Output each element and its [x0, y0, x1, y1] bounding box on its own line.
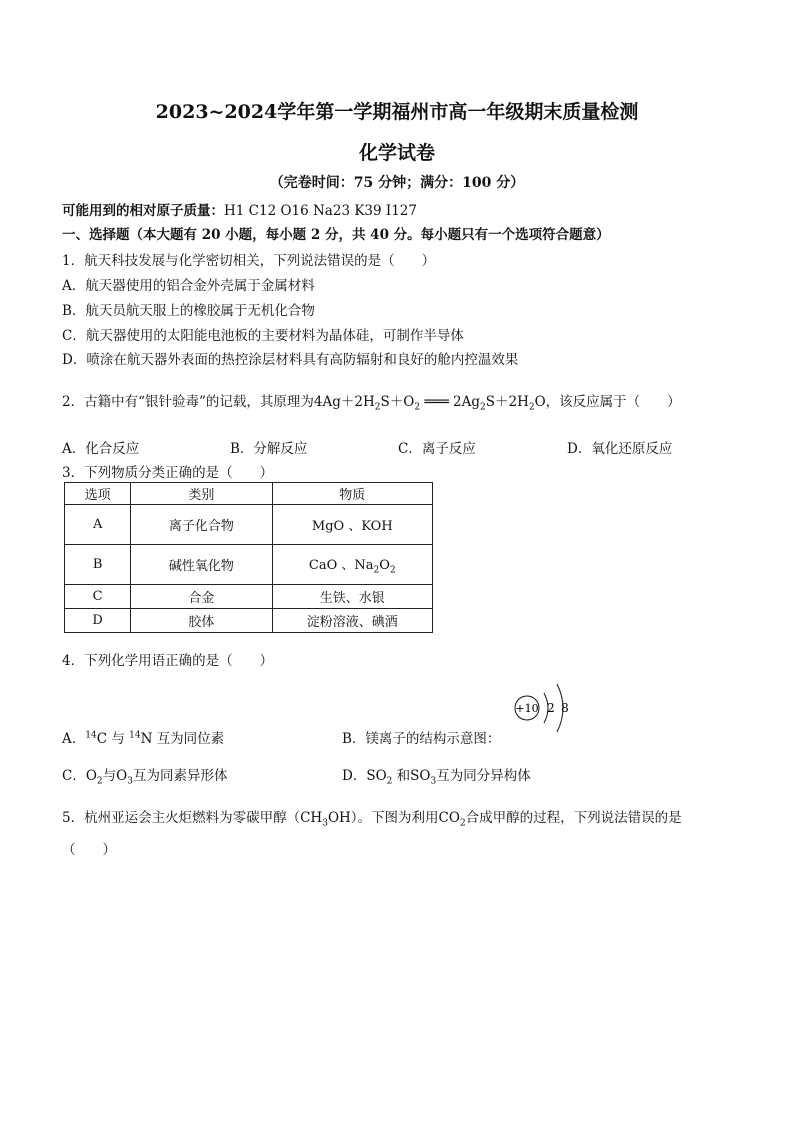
- table-cell-category: 离子化合物: [131, 505, 272, 545]
- diagram-shell-1: 2: [547, 701, 555, 715]
- q2-options: [62, 437, 742, 457]
- diagram-nucleus: +10: [515, 702, 539, 715]
- table-header-cell: 类别: [131, 483, 272, 505]
- subject-title: 化学试卷: [358, 142, 435, 164]
- diagram-shell-2: 8: [561, 701, 569, 715]
- q2-option-a: A．化合反应: [62, 441, 140, 457]
- exam-title: 2023~2024学年第一学期福州市高一年级期末质量检测: [155, 101, 639, 123]
- q4-option-b: B．镁离子的结构示意图：: [342, 731, 501, 747]
- q4-stem: 4．下列化学用语正确的是（ ）: [62, 653, 274, 669]
- q4-option-a: A．$^{14}$C 与 $^{14}$N 互为同位素: [62, 730, 225, 747]
- q3-stem: 3．下列物质分类正确的是（ ）: [62, 465, 274, 481]
- table-header-row: [65, 483, 433, 505]
- table-cell-category: 胶体: [131, 609, 272, 633]
- table-cell-option: D: [65, 609, 131, 633]
- q2-stem-before: 2．古籍中有“银针验毒”的记载，其原理为: [62, 394, 314, 410]
- q2-stem-after: ，该反应属于（ ）: [545, 394, 681, 410]
- table-cell-category: 碱性氧化物: [131, 545, 272, 585]
- q5-stem: 5．杭州亚运会主火炬燃料为零碳甲醇$(CH_3OH)$。下图为利用$CO_2$合成甲醇的过程，下列说法错误的是: [62, 810, 682, 829]
- q5-answer-blank: （ ）: [62, 842, 116, 858]
- table-cell-substances: 生铁、水银: [272, 585, 432, 609]
- table-cell-option: B: [65, 545, 131, 585]
- atomic-mass-label: 可能用到的相对原子质量：: [62, 203, 224, 219]
- q4-option-d: D．$SO_2$ 和$SO_3$互为同分异构体: [342, 768, 531, 787]
- table-cell-substances: 淀粉溶液、碘酒: [272, 609, 432, 633]
- atomic-mass-line: [62, 199, 417, 219]
- table-cell-option: A: [65, 505, 131, 545]
- atomic-mass-values: H1 C12 O16 Na23 K39 I127: [224, 203, 417, 219]
- table-cell-category: 合金: [131, 585, 272, 609]
- q1-option-c: C．航天器使用的太阳能电池板的主要材料为晶体硅，可制作半导体: [62, 328, 464, 344]
- table-row: [65, 545, 433, 585]
- q2-stem: [62, 390, 681, 413]
- exam-info: （完卷时间：75 分钟；满分：100 分）: [269, 175, 525, 191]
- table-cell-substances: CaO 、$Na_2O_2$: [272, 545, 432, 585]
- q1-option-d: D．喷涂在航天器外表面的热控涂层材料具有高防辐射和良好的舱内控温效果: [62, 352, 519, 368]
- table-cell-substances: MgO 、KOH: [272, 505, 432, 545]
- table-row: [65, 585, 433, 609]
- table-header-cell: 选项: [65, 483, 131, 505]
- table-row: [65, 505, 433, 545]
- q1-option-a: A．航天器使用的铝合金外壳属于金属材料: [62, 278, 315, 294]
- q1-stem: 1．航天科技发展与化学密切相关，下列说法错误的是（ ）: [62, 253, 436, 269]
- section-heading: 一、选择题（本大题有 20 小题，每小题 2 分，共 40 分。每小题只有一个选项符合题意）: [62, 227, 610, 243]
- q4-option-c: C．$O_2$与$O_3$互为同素异形体: [62, 768, 228, 787]
- q1-option-b: B．航天员航天服上的橡胶属于无机化合物: [62, 303, 315, 319]
- table-row: [65, 609, 433, 633]
- magnesium-ion-structure-diagram: [510, 680, 580, 736]
- classification-table: [64, 482, 433, 633]
- q2-equation: $4Ag+2H_2S+O_2$ ═══ $2Ag_2S+2H_2O$: [313, 394, 546, 413]
- q2-option-b: B．分解反应: [230, 441, 308, 457]
- table-cell-option: C: [65, 585, 131, 609]
- q2-option-d: D．氧化还原反应: [567, 441, 673, 457]
- q2-option-c: C．离子反应: [398, 441, 476, 457]
- table-header-cell: 物质: [272, 483, 432, 505]
